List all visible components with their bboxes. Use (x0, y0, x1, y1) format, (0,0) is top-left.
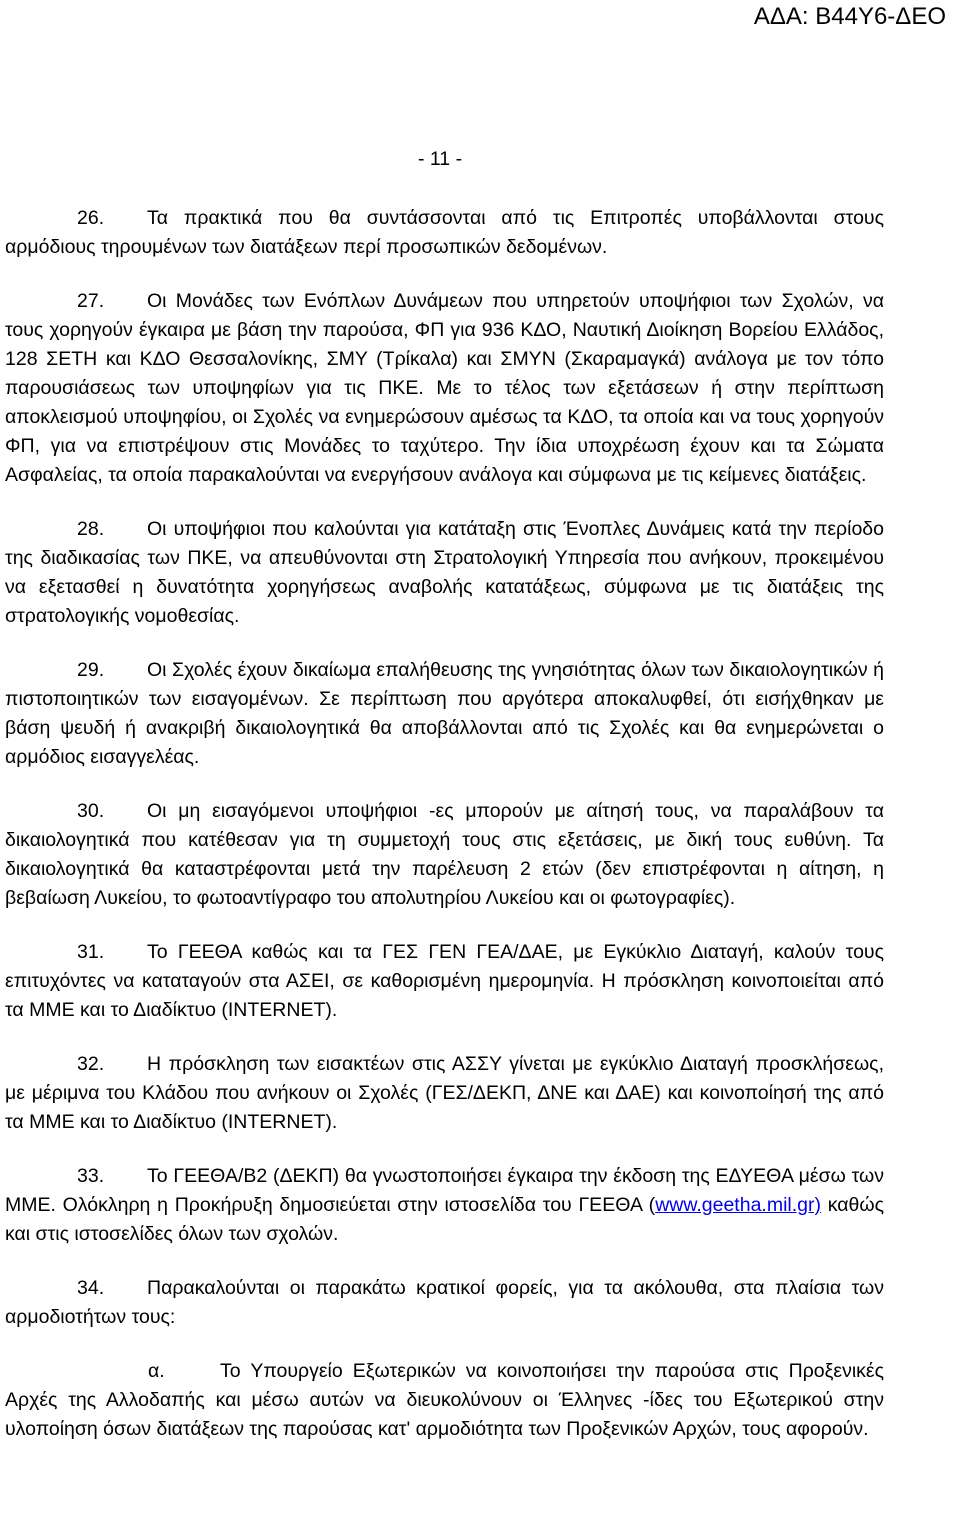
paragraph-33 (5, 1162, 884, 1249)
paragraph-text: Το Υπουργείο Εξωτερικών να κοινοποιήσει την παρούσα στις Προξενικές Αρχές της Αλλοδαπής και μέσω αυτών να διευκολύνουν οι Έλληνες -ίδες του Εξωτερικού στην υλοποίηση όσων διατάξεων της παρούσας κατ' αρμοδιότητα των Προξενικών Αρχών, τους αφορούν. (5, 1360, 884, 1440)
paragraph-text: Οι Μονάδες των Ενόπλων Δυνάμεων που υπηρετούν υποψήφιοι των Σχολών, να τους χορηγούν έγκαιρα με βάση την παρούσα, ΦΠ για 936 ΚΔΟ, Ναυτική Διοίκηση Βορείου Ελλάδος, 128 ΣΕΤΗ και ΚΔΟ Θεσσαλονίκης, ΣΜΥ (Τρίκαλα) και ΣΜΥΝ (Σκαραμαγκά) ανάλογα με τον τόπο παρουσιάσεως των υποψηφίων για τις ΠΚΕ. Με το τέλος των εξετάσεων ή στην περίπτωση αποκλεισμού υποψηφίου, οι Σχολές να ενημερώσουν αμέσως τα ΚΔΟ, τα οποία και να τους χορηγούν ΦΠ, για να επιστρέψουν στις Μονάδες το ταχύτερο. Την ίδια υποχρέωση έχουν και τα Σώματα Ασφαλείας, τα οποία παρακαλούνται να ενεργήσουν ανάλογα και σύμφωνα με τις κείμενες διατάξεις. (5, 290, 884, 486)
paragraph-31 (5, 938, 884, 1025)
paragraph-32 (5, 1050, 884, 1137)
paragraph-number: 34. (77, 1277, 105, 1299)
paragraph-text-before-link: Το ΓΕΕΘΑ/Β2 (ΔΕΚΠ) θα γνωστοποιήσει έγκαιρα την έκδοση της ΕΔΥΕΘΑ μέσω των ΜΜΕ. Ολόκληρη η Προκήρυξη δημοσιεύεται στην ιστοσελίδα του ΓΕΕΘΑ ( (5, 1165, 884, 1216)
paragraph-text: Παρακαλούνται οι παρακάτω κρατικοί φορείς, για τα ακόλουθα, στα πλαίσια των αρμοδιοτήτων τους: (5, 1277, 884, 1328)
paragraph-text: Οι Σχολές έχουν δικαίωμα επαλήθευσης της γνησιότητας όλων των δικαιολογητικών ή πιστοποιητικών των εισαγομένων. Σε περίπτωση που αργότερα αποκαλυφθεί, ότι εισήχθηκαν με βάση ψευδή ή ανακριβή δικαιολογητικά θα αποβάλλονται από τις Σχολές και θα ενημερώνεται ο αρμόδιος εισαγγελέας. (5, 659, 884, 768)
ada-code: ΑΔΑ: Β44Υ6-ΔΕΟ (753, 3, 946, 30)
paragraph-26 (5, 204, 884, 262)
paragraph-text: Η πρόσκληση των εισακτέων στις ΑΣΣΥ γίνεται με εγκύκλιο Διαταγή προσκλήσεως, με μέριμνα του Κλάδου που ανήκουν οι Σχολές (ΓΕΣ/ΔΕΚΠ, ΔΝΕ και ΔΑΕ) και κοινοποίησή της από τα ΜΜΕ και το Διαδίκτυο (INTERNET). (5, 1053, 884, 1133)
paragraph-text: Τα πρακτικά που θα συντάσσονται από τις Επιτροπές υποβάλλονται στους αρμόδιους τηρουμένων των διατάξεων περί προσωπικών δεδομένων. (5, 207, 884, 258)
paragraph-text: Οι υποψήφιοι που καλούνται για κατάταξη στις Ένοπλες Δυνάμεις κατά την περίοδο της διαδικασίας των ΠΚΕ, να απευθύνονται στη Στρατολογική Υπηρεσία που ανήκουν, προκειμένου να εξετασθεί η δυνατότητα χορηγήσεως αναβολής κατατάξεως, σύμφωνα με τις διατάξεις της στρατολογικής νομοθεσίας. (5, 518, 884, 627)
paragraph-number: 31. (77, 941, 105, 963)
sub-paragraph-label: α. (148, 1360, 165, 1382)
paragraph-34-a (5, 1357, 884, 1444)
paragraph-30 (5, 797, 884, 913)
paragraph-34 (5, 1274, 884, 1332)
paragraph-number: 27. (77, 290, 105, 312)
page-number: - 11 - (418, 148, 463, 170)
paragraph-number: 32. (77, 1053, 105, 1075)
geetha-website-link[interactable]: www.geetha.mil.gr) (655, 1194, 821, 1216)
paragraph-text: Οι μη εισαγόμενοι υποψήφιοι -ες μπορούν με αίτησή τους, να παραλάβουν τα δικαιολογητικά που κατέθεσαν για τη συμμετοχή τους στις εξετάσεις, με δική τους ευθύνη. Τα δικαιολογητικά θα καταστρέφονται μετά την παρέλευση 2 ετών (δεν επιστρέφονται η αίτηση, η βεβαίωση Λυκείου, το φωτοαντίγραφο του απολυτηρίου Λυκείου και οι φωτογραφίες). (5, 800, 884, 909)
paragraph-28 (5, 515, 884, 631)
paragraph-text-after-link: καθώς και στις ιστοσελίδες όλων των σχολών. (5, 1194, 884, 1245)
paragraph-number: 33. (77, 1165, 105, 1187)
document-body (5, 204, 884, 1469)
paragraph-29 (5, 656, 884, 772)
paragraph-number: 30. (77, 800, 105, 822)
paragraph-number: 29. (77, 659, 105, 681)
paragraph-27 (5, 287, 884, 490)
paragraph-number: 26. (77, 207, 105, 229)
paragraph-number: 28. (77, 518, 105, 540)
paragraph-text: Το ΓΕΕΘΑ καθώς και τα ΓΕΣ ΓΕΝ ΓΕΑ/ΔΑΕ, με Εγκύκλιο Διαταγή, καλούν τους επιτυχόντες να καταταγούν στα ΑΣΕΙ, σε καθορισμένη ημερομηνία. Η πρόσκληση κοινοποιείται από τα ΜΜΕ και το Διαδίκτυο (INTERNET). (5, 941, 884, 1021)
